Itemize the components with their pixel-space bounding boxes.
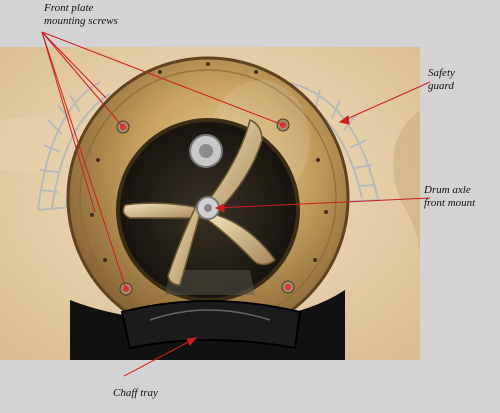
label-chaff-line: Chaff tray [113,387,158,399]
label-drum-line1: Drum axle [424,184,471,196]
label-chaff-tray [113,387,158,400]
label-front-plate-line2: mounting screws [44,15,118,27]
drum-axle-center [204,204,212,212]
label-front-plate-line1: Front plate [44,2,94,14]
label-drum-line2: front mount [424,197,476,209]
label-safety-line2: guard [428,80,454,92]
label-safety-guard [428,67,455,93]
label-drum-axle [424,184,475,210]
chaff-tray [122,301,300,348]
upper-hub-center [199,144,213,158]
label-front-plate [44,2,118,28]
label-safety-line1: Safety [428,67,455,79]
